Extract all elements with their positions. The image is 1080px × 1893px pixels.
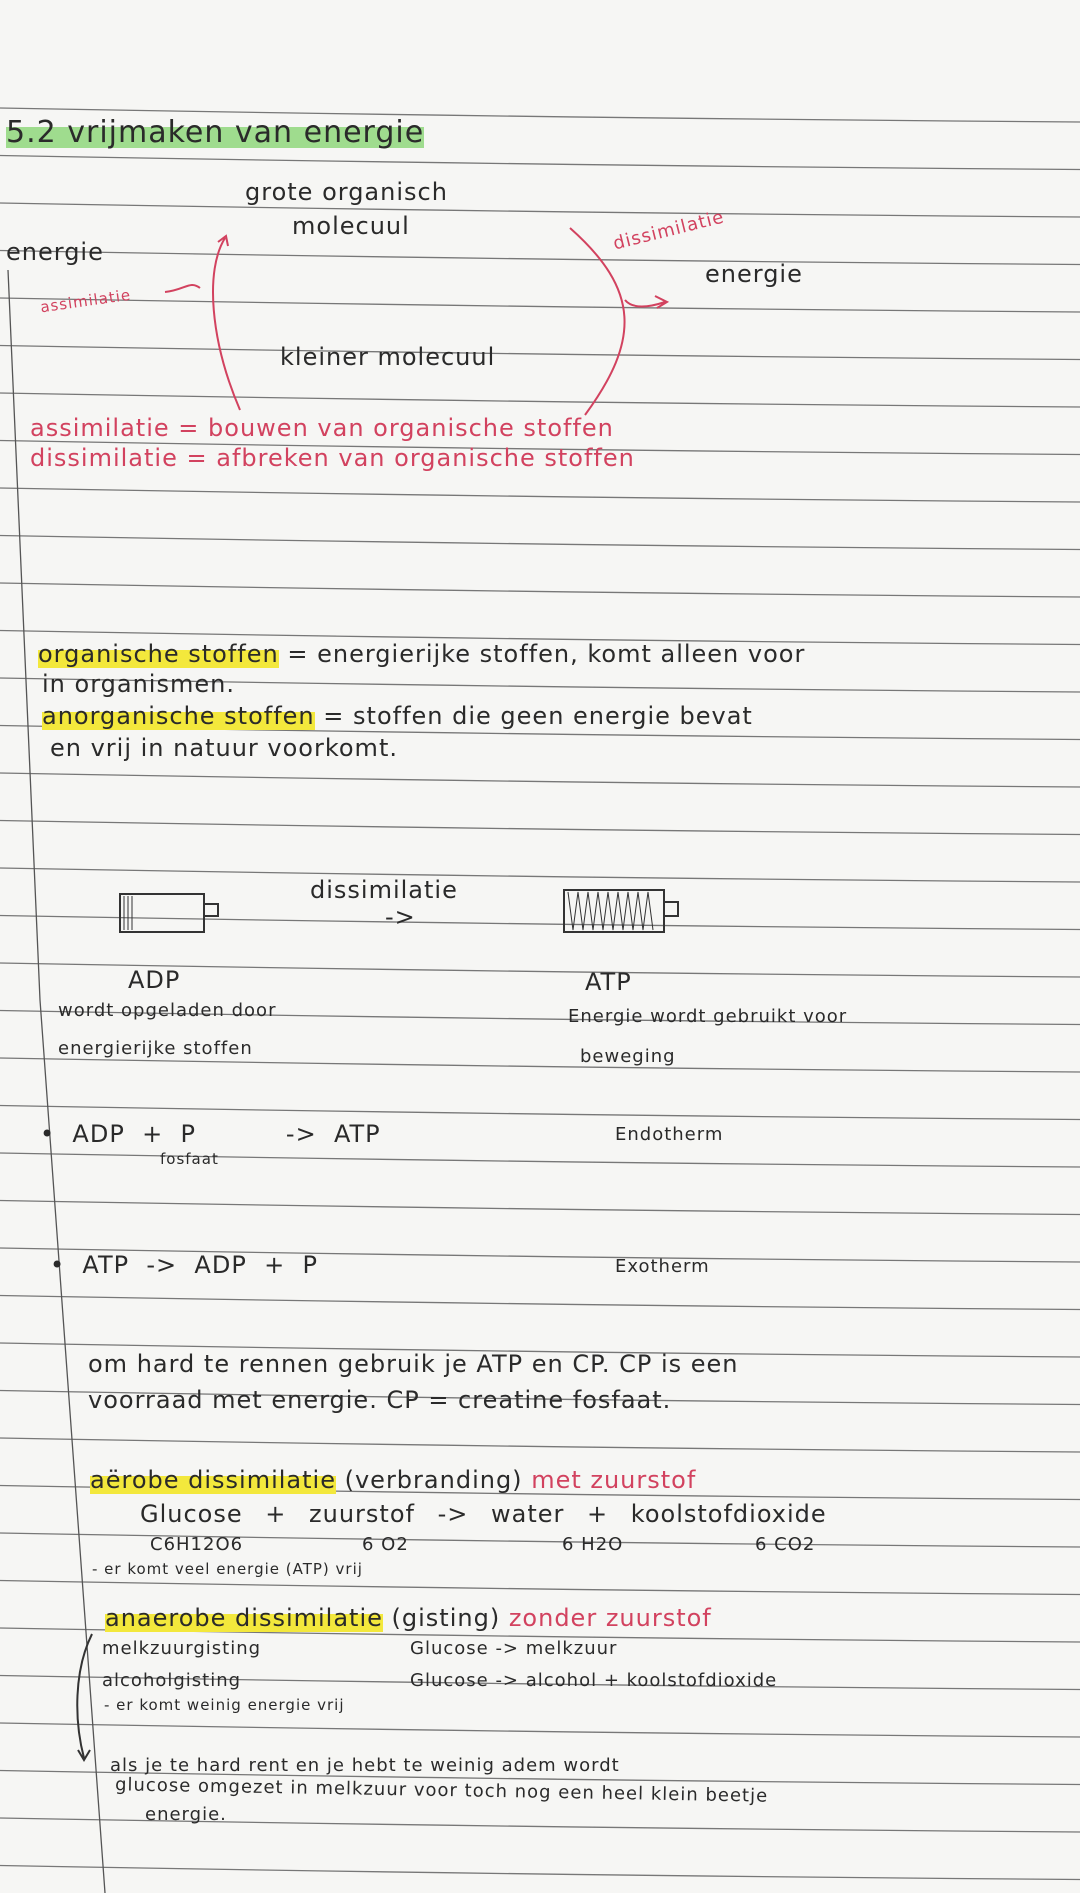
cp-text-1: om hard te rennen gebruik je ATP en CP. CP is een (88, 1350, 739, 1378)
formula-glucose: C6H12O6 (150, 1534, 244, 1555)
atp-label: ATP (585, 968, 632, 996)
ruled-line (0, 1581, 1080, 1595)
ruled-line (0, 1723, 1080, 1737)
definition-dissimilation: dissimilatie = afbreken van organische stoffen (30, 444, 635, 472)
ruled-line (0, 821, 1080, 835)
definition-assimilation: assimilatie = bouwen van organische stoffen (30, 414, 614, 442)
diagram-process-label: dissimilatie (310, 876, 458, 904)
atp-description-2: beweging (580, 1046, 676, 1067)
reaction-exotherm: • ATP -> ADP + P (50, 1251, 318, 1279)
endotherm-label: Endotherm (615, 1124, 724, 1145)
cycle-top-label-2: molecuul (292, 212, 410, 240)
ruled-line (0, 1106, 1080, 1120)
cycle-arrows-icon (0, 0, 1080, 440)
cycle-dissimilation-label: dissimilatie (611, 206, 727, 255)
cycle-top-label: grote organisch (245, 178, 448, 206)
cp-text-2: voorraad met energie. CP = creatine fosfaat. (88, 1386, 672, 1414)
anaerobic-heading: anaerobe dissimilatie (gisting) zonder zuurstof (105, 1604, 712, 1632)
cycle-bottom-label: kleiner molecuul (280, 343, 496, 371)
organic-definition-2: in organismen. (42, 670, 235, 698)
adp-battery-icon (118, 892, 228, 937)
ruled-line (0, 1058, 1080, 1072)
adp-description: wordt opgeladen door (58, 1000, 277, 1021)
exotherm-label: Exotherm (615, 1256, 710, 1277)
organic-definition: organische stoffen = energierijke stoffen, komt alleen voor (38, 640, 806, 668)
ruled-line (0, 773, 1080, 787)
ruled-line (0, 868, 1080, 882)
ruled-line (0, 536, 1080, 550)
lactic-fermentation-label: melkzuurgisting (102, 1638, 262, 1659)
ruled-line (0, 1866, 1080, 1880)
cycle-assimilation-label: assimilatie (39, 285, 133, 317)
atp-description: Energie wordt gebruikt voor (568, 1006, 848, 1027)
inorganic-definition-2: en vrij in natuur voorkomt. (50, 734, 398, 762)
closing-text-3: energie. (145, 1804, 227, 1825)
aerobic-heading: aërobe dissimilatie (verbranding) met zuurstof (90, 1466, 697, 1494)
closing-text-1: als je te hard rent en je hebt te weinig adem wordt (110, 1755, 620, 1776)
alcohol-fermentation-label: alcoholgisting (102, 1670, 242, 1691)
cycle-energy-in: energie (6, 238, 104, 266)
aerobic-remark: - er komt veel energie (ATP) vrij (92, 1560, 363, 1578)
formula-co2: 6 CO2 (755, 1534, 816, 1555)
adp-label: ADP (128, 966, 181, 994)
cycle-energy-out: energie (705, 260, 803, 288)
fosfaat-note: fosfaat (160, 1150, 219, 1168)
inorganic-definition: anorganische stoffen = stoffen die geen energie bevat (42, 702, 753, 730)
ruled-line (0, 1438, 1080, 1452)
formula-oxygen: 6 O2 (362, 1534, 409, 1555)
ruled-line (0, 488, 1080, 502)
page-title: 5.2 vrijmaken van energie (6, 115, 425, 150)
ruled-line (0, 583, 1080, 597)
lactic-fermentation-equation: Glucose -> melkzuur (410, 1638, 618, 1659)
aerobic-equation: Glucose + zuurstof -> water + koolstofdioxide (140, 1500, 827, 1528)
anaerobic-remark: - er komt weinig energie vrij (104, 1696, 345, 1714)
adp-description-2: energierijke stoffen (58, 1038, 253, 1059)
closing-text-2: glucose omgezet in melkzuur voor toch nog een heel klein beetje (114, 1774, 769, 1807)
formula-water: 6 H2O (562, 1534, 624, 1555)
alcohol-fermentation-equation: Glucose -> alcohol + koolstofdioxide (410, 1670, 778, 1691)
atp-battery-icon (562, 888, 682, 938)
reaction-endotherm: • ADP + P -> ATP (40, 1120, 381, 1148)
diagram-arrow: -> (385, 903, 416, 931)
ruled-line (0, 1296, 1080, 1310)
ruled-line (0, 1201, 1080, 1215)
curved-arrow-icon (70, 1630, 110, 1770)
